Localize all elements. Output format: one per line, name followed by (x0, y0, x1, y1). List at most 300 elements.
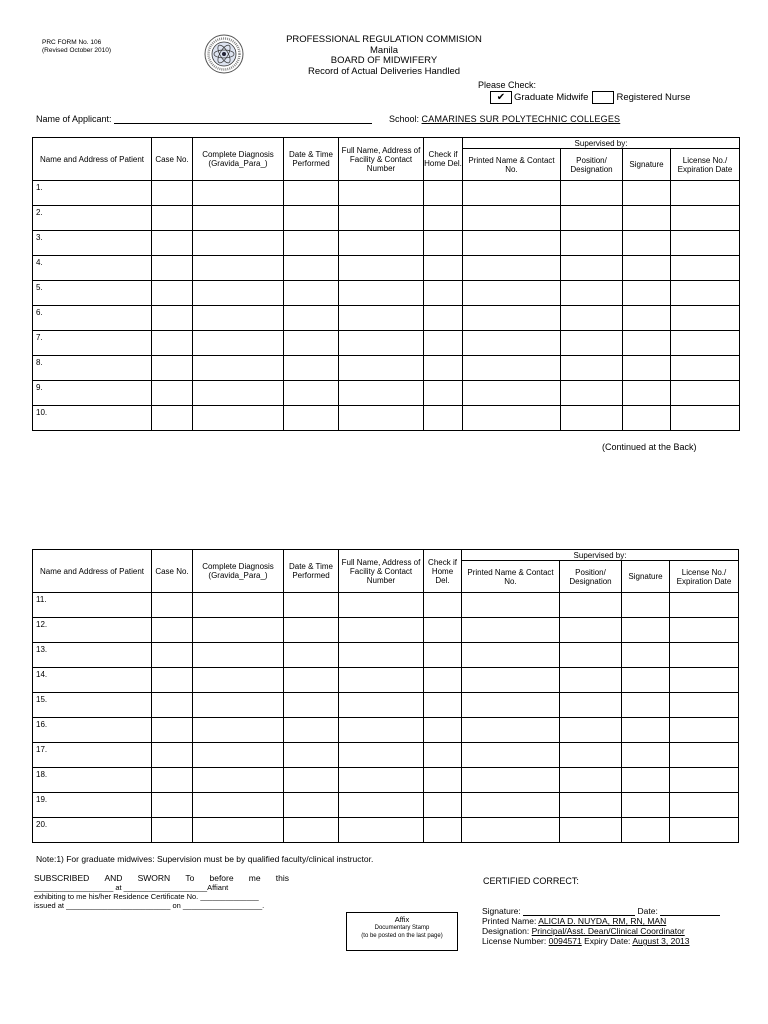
designation-value[interactable]: Principal/Asst. Dean/Clinical Coordinator (531, 926, 685, 936)
sworn-word: SWORN (137, 873, 171, 883)
table-cell[interactable] (193, 306, 284, 331)
table-cell[interactable] (462, 643, 560, 668)
table-cell[interactable] (671, 231, 740, 256)
table-cell[interactable] (284, 593, 339, 618)
header-supervised-by: Supervised by: (463, 138, 740, 149)
table-row (33, 793, 739, 818)
printed-name-row (482, 916, 720, 926)
table-cell[interactable] (424, 281, 463, 306)
table-cell[interactable] (339, 643, 424, 668)
table-cell[interactable] (284, 793, 339, 818)
table-cell[interactable] (671, 356, 740, 381)
table-cell[interactable] (152, 356, 193, 381)
table-cell[interactable] (424, 618, 462, 643)
table-cell[interactable] (561, 281, 623, 306)
applicant-name-label: Name of Applicant: (36, 114, 112, 124)
table-cell[interactable] (339, 743, 424, 768)
table-cell[interactable] (560, 693, 622, 718)
table-cell[interactable] (339, 231, 424, 256)
registered-nurse-checkbox[interactable] (592, 91, 614, 104)
table-cell[interactable] (424, 793, 462, 818)
table-cell[interactable] (424, 643, 462, 668)
table-cell[interactable] (623, 381, 671, 406)
table-cell[interactable] (339, 306, 424, 331)
applicant-name-field (36, 114, 372, 124)
table-cell[interactable] (339, 381, 424, 406)
table-2-body (33, 593, 739, 843)
table-cell[interactable] (622, 718, 670, 743)
table-cell[interactable] (463, 231, 561, 256)
table-cell[interactable] (424, 593, 462, 618)
header-name-address: Name and Address of Patient (33, 138, 152, 181)
continued-note: (Continued at the Back) (602, 442, 697, 452)
header-supervised-by: Supervised by: (462, 550, 739, 561)
table-cell[interactable] (284, 281, 339, 306)
certified-correct-label: CERTIFIED CORRECT: (483, 876, 579, 886)
table-cell[interactable] (462, 818, 560, 843)
table-cell[interactable] (284, 693, 339, 718)
table-cell[interactable] (193, 793, 284, 818)
table-cell[interactable] (462, 693, 560, 718)
table-row (33, 356, 740, 381)
applicant-name-input[interactable] (114, 114, 372, 124)
row-number-cell[interactable]: 2. (33, 206, 152, 231)
table-cell[interactable] (622, 768, 670, 793)
table-cell[interactable] (622, 743, 670, 768)
table-row (33, 231, 740, 256)
table-cell[interactable] (671, 206, 740, 231)
table-cell[interactable] (561, 406, 623, 431)
deliveries-table-1 (32, 137, 740, 431)
supervision-note: Note:1) For graduate midwives: Supervision must be by qualified faculty/clinical instructor. (36, 854, 374, 864)
table-cell[interactable] (284, 618, 339, 643)
form-revision-line: (Revised October 2010) (42, 47, 112, 54)
row-number-cell[interactable]: 4. (33, 256, 152, 281)
table-cell[interactable] (623, 356, 671, 381)
row-number-cell[interactable]: 19. (33, 793, 152, 818)
table-cell[interactable] (561, 231, 623, 256)
header-date-time: Date & Time Performed (284, 138, 339, 181)
table-row (33, 668, 739, 693)
table-cell[interactable] (424, 256, 463, 281)
table-cell[interactable] (623, 406, 671, 431)
table-cell[interactable] (339, 668, 424, 693)
designation-row (482, 926, 720, 936)
table-cell[interactable] (560, 718, 622, 743)
table-cell[interactable] (193, 406, 284, 431)
row-number-cell[interactable]: 17. (33, 743, 152, 768)
table-cell[interactable] (339, 618, 424, 643)
row-number-cell[interactable]: 10. (33, 406, 152, 431)
table-cell[interactable] (339, 356, 424, 381)
license-label: License Number: (482, 936, 547, 946)
header-board: BOARD OF MIDWIFERY (330, 55, 438, 66)
row-number-cell[interactable]: 5. (33, 281, 152, 306)
row-number-cell[interactable]: 8. (33, 356, 152, 381)
table-cell[interactable] (339, 206, 424, 231)
table-cell[interactable] (193, 256, 284, 281)
table-cell[interactable] (152, 693, 193, 718)
table-cell[interactable] (463, 331, 561, 356)
table-cell[interactable] (561, 181, 623, 206)
header-signature: Signature (622, 561, 670, 593)
signature-input[interactable] (523, 906, 635, 916)
header-position: Position/ Designation (560, 561, 622, 593)
form-number-line: PRC FORM No. 106 (42, 39, 102, 46)
table-cell[interactable] (463, 181, 561, 206)
sworn-line-1 (34, 874, 289, 883)
signature-label: Signature: (482, 906, 521, 916)
table-cell[interactable] (462, 618, 560, 643)
table-cell[interactable] (622, 793, 670, 818)
table-cell[interactable] (424, 356, 463, 381)
table-cell[interactable] (339, 793, 424, 818)
sworn-statement (34, 874, 289, 910)
table-cell[interactable] (339, 281, 424, 306)
table-cell[interactable] (671, 181, 740, 206)
header-home-delivery: Check if Home Del. (424, 138, 463, 181)
table-cell[interactable] (670, 743, 739, 768)
table-cell[interactable] (670, 768, 739, 793)
date-input[interactable] (660, 906, 720, 916)
table-cell[interactable] (424, 306, 463, 331)
header-date-time: Date & Time Performed (284, 550, 339, 593)
sworn-word: AND (104, 873, 123, 883)
header-facility: Full Name, Address of Facility & Contact Number (339, 550, 424, 593)
table-cell[interactable] (670, 818, 739, 843)
table-cell[interactable] (284, 818, 339, 843)
table-cell[interactable] (424, 206, 463, 231)
table-cell[interactable] (152, 181, 193, 206)
row-number-cell[interactable]: 14. (33, 668, 152, 693)
table-row (33, 743, 739, 768)
stamp-line-1: Documentary Stamp (374, 925, 430, 931)
table-cell[interactable] (424, 381, 463, 406)
row-number-cell[interactable]: 3. (33, 231, 152, 256)
table-cell[interactable] (424, 181, 463, 206)
stamp-line-2: (to be posted on the last page) (361, 933, 443, 939)
table-cell[interactable] (424, 818, 462, 843)
row-number-cell[interactable]: 20. (33, 818, 152, 843)
table-cell[interactable] (670, 793, 739, 818)
table-cell[interactable] (462, 793, 560, 818)
header-case-no: Case No. (152, 138, 193, 181)
sworn-line-4[interactable]: issued at _________________________ on ___________________. (34, 901, 265, 910)
table-cell[interactable] (193, 643, 284, 668)
row-number-cell[interactable]: 9. (33, 381, 152, 406)
table-cell[interactable] (463, 381, 561, 406)
table-cell[interactable] (284, 356, 339, 381)
table-row (33, 643, 739, 668)
table-cell[interactable] (152, 406, 193, 431)
table-cell[interactable] (560, 743, 622, 768)
header-facility: Full Name, Address of Facility & Contact Number (339, 138, 424, 181)
table-cell[interactable] (622, 818, 670, 843)
form-header (250, 35, 518, 77)
printed-name-value[interactable]: ALICIA D. NUYDA, RM, RN, MAN (538, 916, 667, 926)
table-row (33, 818, 739, 843)
table-cell[interactable] (284, 306, 339, 331)
table-cell[interactable] (671, 331, 740, 356)
table-cell[interactable] (193, 593, 284, 618)
sworn-word: me (248, 873, 261, 883)
table-cell[interactable] (339, 768, 424, 793)
table-cell[interactable] (193, 668, 284, 693)
table-cell[interactable] (623, 281, 671, 306)
sworn-line-2[interactable]: ___________________ at ____________________Affiant (34, 883, 229, 892)
table-cell[interactable] (152, 331, 193, 356)
table-cell[interactable] (622, 593, 670, 618)
table-cell[interactable] (152, 818, 193, 843)
registered-nurse-label: Registered Nurse (616, 92, 691, 103)
stamp-title: Affix (394, 915, 410, 924)
table-cell[interactable] (463, 356, 561, 381)
row-number-cell[interactable]: 6. (33, 306, 152, 331)
table-cell[interactable] (152, 743, 193, 768)
table-cell[interactable] (671, 281, 740, 306)
table-row (33, 206, 740, 231)
row-number-cell[interactable]: 7. (33, 331, 152, 356)
table-cell[interactable] (339, 818, 424, 843)
school-label: School: (389, 114, 420, 124)
table-row (33, 406, 740, 431)
table-cell[interactable] (152, 306, 193, 331)
table-row (33, 593, 739, 618)
table-cell[interactable] (424, 406, 463, 431)
table-row (33, 718, 739, 743)
table-cell[interactable] (561, 206, 623, 231)
table-cell[interactable] (561, 356, 623, 381)
table-cell[interactable] (462, 668, 560, 693)
date-label: Date: (637, 906, 658, 916)
table-cell[interactable] (424, 768, 462, 793)
table-cell[interactable] (193, 743, 284, 768)
credential-checkboxes (490, 91, 690, 104)
table-cell[interactable] (339, 693, 424, 718)
school-value[interactable]: CAMARINES SUR POLYTECHNIC COLLEGES (421, 114, 621, 124)
table-cell[interactable] (623, 306, 671, 331)
table-cell[interactable] (670, 718, 739, 743)
table-cell[interactable] (339, 256, 424, 281)
table-cell[interactable] (560, 618, 622, 643)
table-cell[interactable] (560, 643, 622, 668)
table-cell[interactable] (670, 668, 739, 693)
table-cell[interactable] (424, 331, 463, 356)
table-cell[interactable] (670, 643, 739, 668)
header-printed-name: Printed Name & Contact No. (462, 561, 560, 593)
table-cell[interactable] (670, 593, 739, 618)
table-cell[interactable] (561, 381, 623, 406)
table-cell[interactable] (152, 256, 193, 281)
table-cell[interactable] (424, 718, 462, 743)
table-cell[interactable] (623, 231, 671, 256)
table-cell[interactable] (193, 206, 284, 231)
table-cell[interactable] (424, 668, 462, 693)
table-cell[interactable] (670, 693, 739, 718)
row-number-cell[interactable]: 18. (33, 768, 152, 793)
table-cell[interactable] (284, 206, 339, 231)
form-number (42, 39, 111, 55)
license-row (482, 936, 720, 946)
table-cell[interactable] (623, 331, 671, 356)
table-cell[interactable] (193, 618, 284, 643)
table-cell[interactable] (284, 256, 339, 281)
table-cell[interactable] (193, 693, 284, 718)
table-row (33, 256, 740, 281)
table-cell[interactable] (671, 406, 740, 431)
table-cell[interactable] (284, 743, 339, 768)
table-cell[interactable] (622, 618, 670, 643)
table-cell[interactable] (152, 768, 193, 793)
table-cell[interactable] (463, 256, 561, 281)
table-cell[interactable] (284, 381, 339, 406)
graduate-midwife-label: Graduate Midwife (514, 92, 589, 103)
table-cell[interactable] (424, 693, 462, 718)
sworn-word: before (209, 873, 234, 883)
header-city: Manila (370, 44, 398, 56)
table-cell[interactable] (560, 768, 622, 793)
prc-seal-logo (204, 34, 244, 74)
row-number-cell[interactable]: 16. (33, 718, 152, 743)
license-value[interactable]: 0094571 (548, 936, 582, 946)
table-cell[interactable] (284, 331, 339, 356)
table-cell[interactable] (671, 256, 740, 281)
header-name-address: Name and Address of Patient (33, 550, 152, 593)
table-cell[interactable] (284, 668, 339, 693)
please-check-label: Please Check: (478, 80, 537, 90)
row-number-cell[interactable]: 15. (33, 693, 152, 718)
table-row (33, 306, 740, 331)
table-cell[interactable] (622, 693, 670, 718)
header-diagnosis: Complete Diagnosis (Gravida_Para_) (193, 138, 284, 181)
table-cell[interactable] (623, 181, 671, 206)
header-diagnosis: Complete Diagnosis (Gravida_Para_) (193, 550, 284, 593)
header-printed-name: Printed Name & Contact No. (463, 149, 561, 181)
table-cell[interactable] (622, 643, 670, 668)
table-cell[interactable] (424, 743, 462, 768)
row-number-cell[interactable]: 13. (33, 643, 152, 668)
table-row (33, 768, 739, 793)
table-cell[interactable] (152, 793, 193, 818)
sworn-word: To (185, 873, 195, 883)
table-cell[interactable] (152, 593, 193, 618)
table-cell[interactable] (152, 668, 193, 693)
expiry-value[interactable]: August 3, 2013 (632, 936, 690, 946)
table-cell[interactable] (152, 231, 193, 256)
signature-block (482, 906, 720, 946)
table-cell[interactable] (339, 331, 424, 356)
table-cell[interactable] (152, 718, 193, 743)
table-cell[interactable] (193, 231, 284, 256)
table-cell[interactable] (561, 256, 623, 281)
table-cell[interactable] (462, 743, 560, 768)
table-cell[interactable] (462, 718, 560, 743)
table-cell[interactable] (339, 406, 424, 431)
header-case-no: Case No. (152, 550, 193, 593)
row-number-cell[interactable]: 11. (33, 593, 152, 618)
sworn-word: SUBSCRIBED (34, 873, 90, 883)
row-number-cell[interactable]: 12. (33, 618, 152, 643)
table-cell[interactable] (339, 181, 424, 206)
school-field (389, 114, 620, 124)
sworn-word: this (275, 873, 289, 883)
table-cell[interactable] (462, 593, 560, 618)
table-cell[interactable] (561, 331, 623, 356)
table-cell[interactable] (670, 618, 739, 643)
table-cell[interactable] (623, 256, 671, 281)
table-cell[interactable] (152, 281, 193, 306)
table-cell[interactable] (671, 381, 740, 406)
table-cell[interactable] (152, 206, 193, 231)
table-cell[interactable] (284, 643, 339, 668)
table-cell[interactable] (284, 768, 339, 793)
table-cell[interactable] (560, 793, 622, 818)
table-cell[interactable] (284, 718, 339, 743)
header-form-title: Record of Actual Deliveries Handled (307, 65, 461, 77)
table-row (33, 381, 740, 406)
graduate-midwife-checkbox[interactable]: ✔ (490, 91, 512, 104)
table-cell[interactable] (339, 593, 424, 618)
signature-row (482, 906, 720, 916)
table-row (33, 618, 739, 643)
header-home-delivery: Check if Home Del. (424, 550, 462, 593)
table-cell[interactable] (152, 381, 193, 406)
table-cell[interactable] (152, 618, 193, 643)
table-1-body (33, 181, 740, 431)
table-cell[interactable] (463, 406, 561, 431)
table-cell[interactable] (671, 306, 740, 331)
row-number-cell[interactable]: 1. (33, 181, 152, 206)
table-cell[interactable] (622, 668, 670, 693)
table-cell[interactable] (560, 593, 622, 618)
table-cell[interactable] (193, 181, 284, 206)
table-row (33, 181, 740, 206)
table-cell[interactable] (462, 768, 560, 793)
table-cell[interactable] (193, 281, 284, 306)
table-cell[interactable] (560, 668, 622, 693)
header-position: Position/ Designation (561, 149, 623, 181)
table-row (33, 331, 740, 356)
table-cell[interactable] (193, 768, 284, 793)
documentary-stamp-box (346, 912, 458, 951)
table-cell[interactable] (623, 206, 671, 231)
table-cell[interactable] (561, 306, 623, 331)
table-cell[interactable] (193, 331, 284, 356)
table-cell[interactable] (463, 206, 561, 231)
header-license: License No./ Expiration Date (671, 149, 740, 181)
header-license: License No./ Expiration Date (670, 561, 739, 593)
table-row (33, 693, 739, 718)
printed-name-label: Printed Name: (482, 916, 537, 926)
table-cell[interactable] (339, 718, 424, 743)
table-cell[interactable] (193, 381, 284, 406)
table-cell[interactable] (463, 306, 561, 331)
table-cell[interactable] (193, 818, 284, 843)
table-cell[interactable] (193, 356, 284, 381)
table-cell[interactable] (284, 231, 339, 256)
header-agency: PROFESSIONAL REGULATION COMMISION (286, 34, 482, 45)
table-cell[interactable] (560, 818, 622, 843)
table-cell[interactable] (152, 643, 193, 668)
table-cell[interactable] (193, 718, 284, 743)
deliveries-table-2 (32, 549, 739, 843)
sworn-line-3[interactable]: exhibiting to me his/her Residence Certificate No. ______________ (34, 892, 259, 901)
table-cell[interactable] (463, 281, 561, 306)
table-row (33, 281, 740, 306)
table-cell[interactable] (284, 406, 339, 431)
table-cell[interactable] (424, 231, 463, 256)
table-cell[interactable] (284, 181, 339, 206)
